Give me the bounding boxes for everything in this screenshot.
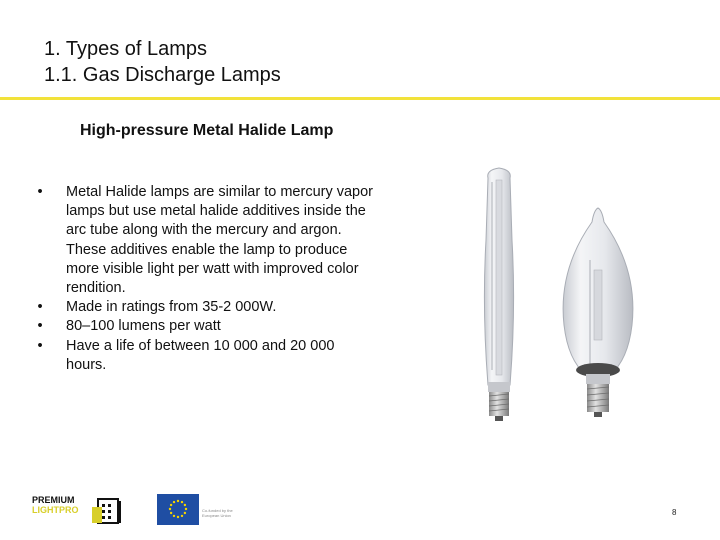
eu-flag-icon [157, 494, 199, 525]
bullet-text: Metal Halide lamps are similar to mercury vapor lamps but use metal halide additives inside the arc tube along with the mercury and argon. These additives enable the lamp to produce more visible light per watt with improved color rendition. [66, 184, 374, 297]
bullet-dot: • [37, 318, 43, 335]
logo-word-pro: PRO [59, 505, 79, 515]
bullet-list [30, 183, 375, 375]
eu-caption: Co-funded by the European Union [202, 508, 233, 518]
title-line-2: 1.1. Gas Discharge Lamps [44, 64, 281, 86]
bullet-dot: • [37, 184, 43, 200]
bullet-item [30, 317, 375, 336]
bullet-item [30, 183, 375, 298]
section-subtitle: High-pressure Metal Halide Lamp [80, 122, 334, 139]
bullet-item [30, 298, 375, 317]
bullet-text: Have a life of between 10 000 and 20 000 hours. [66, 337, 335, 373]
bullet-item [30, 337, 375, 375]
bullet-dot: • [37, 299, 43, 316]
logo-word-light: LIGHT [32, 505, 59, 515]
bullet-dot: • [37, 337, 43, 354]
elliptical-lamp [563, 208, 633, 417]
tubular-lamp [484, 168, 513, 421]
logo-line-2 [32, 505, 79, 515]
logo-text [32, 495, 79, 515]
metal-halide-lamps-image [470, 160, 650, 425]
slide-title [44, 36, 281, 88]
title-underline [0, 97, 720, 100]
title-line-1: 1. Types of Lamps [44, 38, 208, 60]
logo-line-1: PREMIUM [32, 495, 75, 505]
bullet-text: 80–100 lumens per watt [66, 318, 221, 335]
bullet-text: Made in ratings from 35-2 000W. [66, 299, 277, 316]
eu-funding-badge [157, 494, 233, 525]
page-number: 8 [672, 508, 677, 517]
building-icon [88, 495, 126, 525]
premium-light-pro-logo [32, 493, 128, 527]
